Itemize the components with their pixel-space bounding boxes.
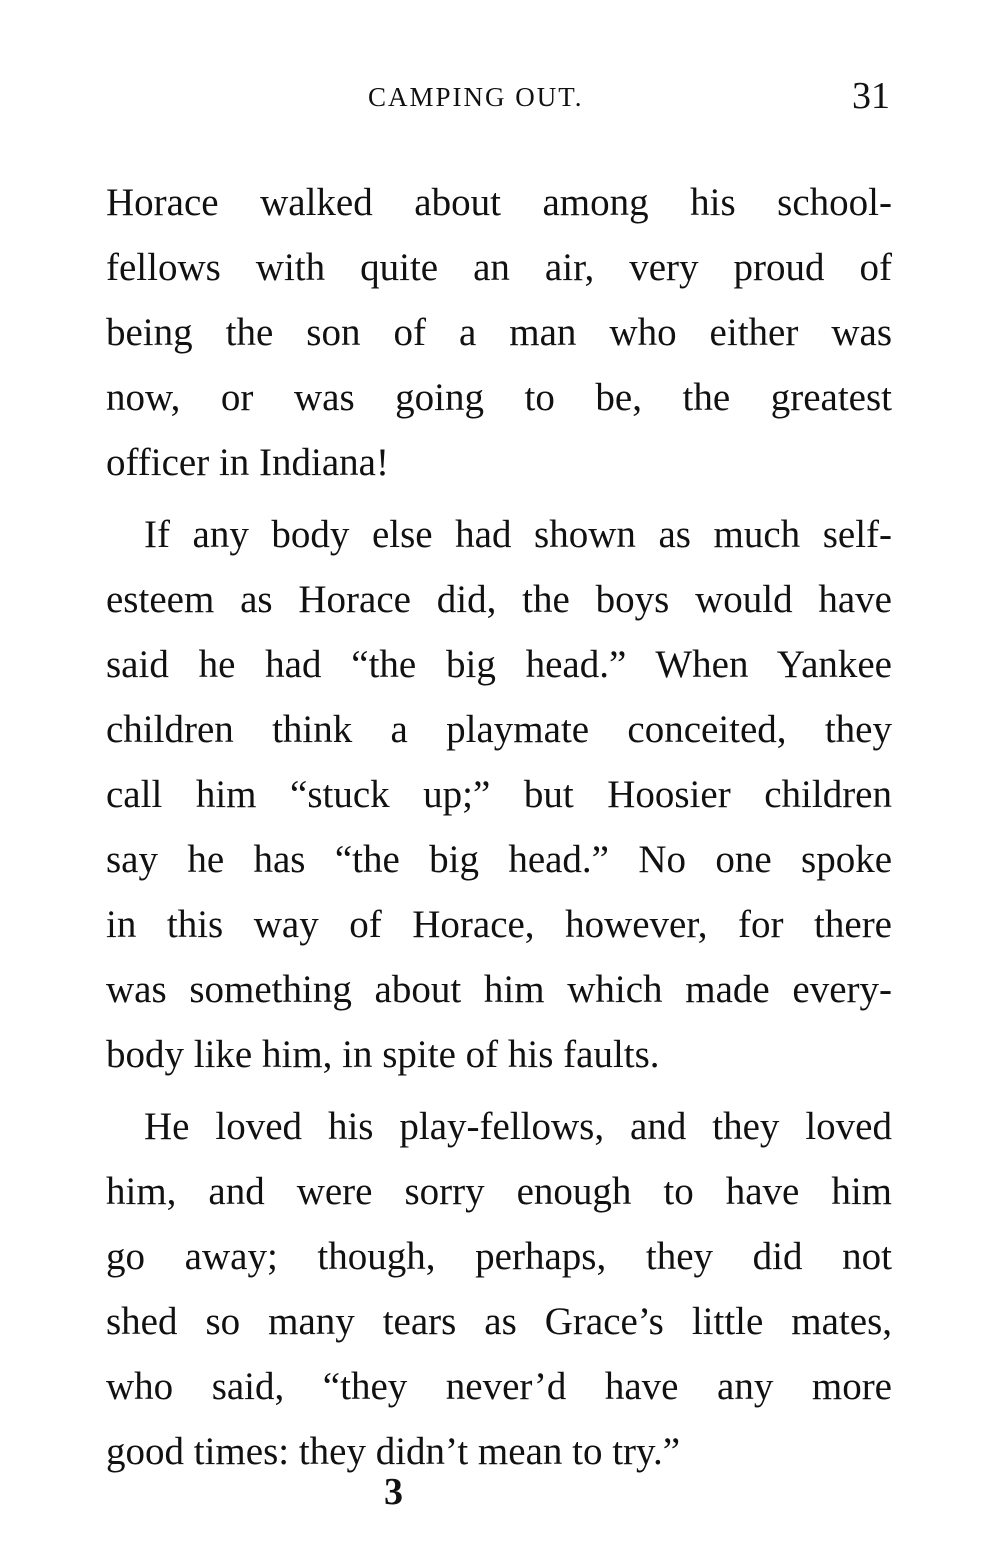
text-line: Horace walked about among his school- [106, 181, 892, 224]
text-line: say he has “the big head.” No one spoke [106, 838, 892, 881]
text-line: fellows with quite an air, very proud of [106, 246, 892, 289]
signature-mark: 3 [384, 1471, 403, 1513]
text-line: being the son of a man who either was [106, 311, 892, 354]
text-line: He loved his play-fellows, and they loved [144, 1105, 892, 1148]
text-line: go away; though, perhaps, they did not [106, 1235, 892, 1278]
text-line: children think a playmate conceited, they [106, 708, 892, 751]
text-line: esteem as Horace did, the boys would have [106, 578, 892, 621]
text-line: said he had “the big head.” When Yankee [106, 643, 892, 686]
text-line: him, and were sorry enough to have him [106, 1170, 892, 1213]
text-line: good times: they didn’t mean to try.” [106, 1430, 681, 1473]
body-text [106, 170, 892, 1484]
paragraph-2 [106, 502, 892, 1087]
text-line: If any body else had shown as much self- [144, 513, 892, 556]
text-line: body like him, in spite of his faults. [106, 1033, 660, 1076]
paragraph-1 [106, 170, 892, 495]
text-line: officer in Indiana! [106, 441, 389, 484]
paragraph-3 [106, 1094, 892, 1484]
text-line: now, or was going to be, the greatest [106, 376, 892, 419]
text-line: call him “stuck up;” but Hoosier children [106, 773, 892, 816]
running-title: CAMPING OUT. [368, 82, 584, 112]
text-line: in this way of Horace, however, for there [106, 903, 892, 946]
text-line: shed so many tears as Grace’s little mates, [106, 1300, 892, 1343]
page-number: 31 [852, 75, 890, 117]
text-line: who said, “they never’d have any more [106, 1365, 892, 1408]
text-line: was something about him which made every- [106, 968, 892, 1011]
